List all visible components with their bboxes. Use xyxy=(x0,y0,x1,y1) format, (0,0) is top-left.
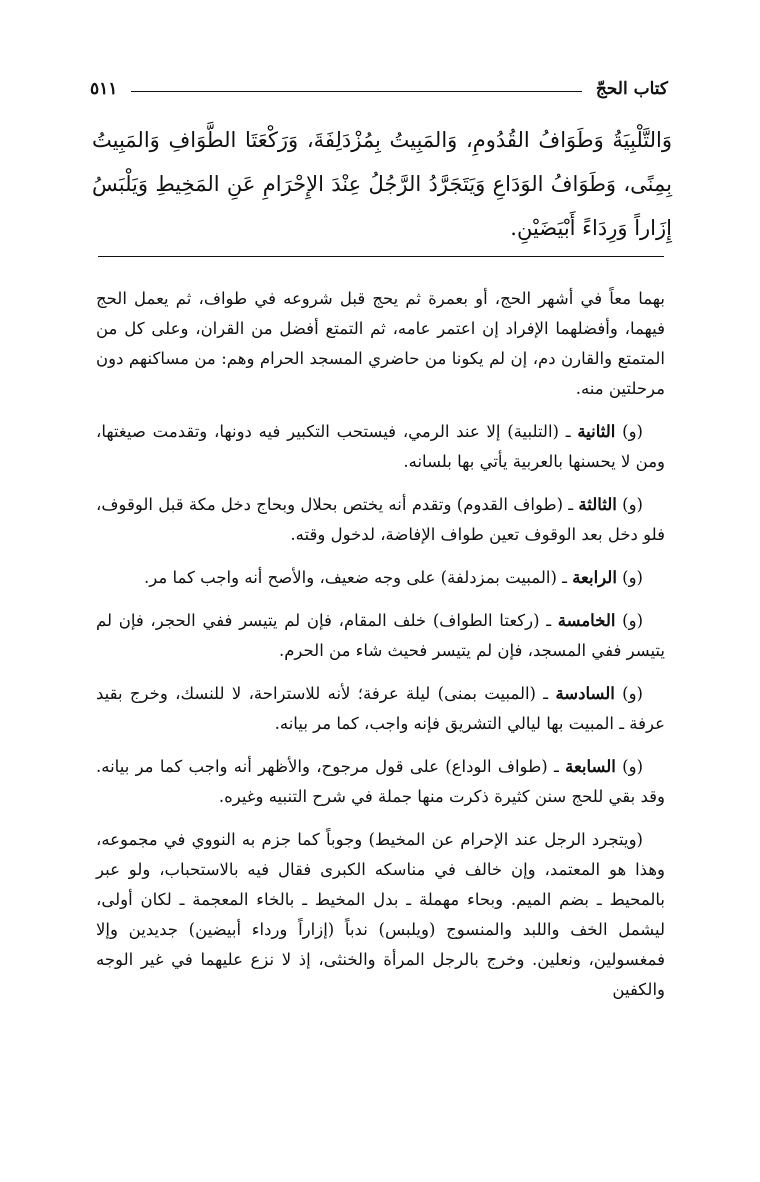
paragraph-text: ـ (طواف القدوم) وتقدم أنه يختص بحلال وبحاج دخل مكة قبل الوقوف، فلو دخل بعد الوقوف تعين طواف الإفاضة، لدخول وقته. xyxy=(96,495,665,544)
paragraph-text: ـ (طواف الوداع) على قول مرجوح، والأظهر أنه واجب كما مر بيانه. وقد بقي للحج سنن كثيرة ذكرت منها جملة في شرح التنبيه وغيره. xyxy=(96,757,665,806)
paragraph-text: ـ (المبيت بمزدلفة) على وجه ضعيف، والأصح أنه واجب كما مر. xyxy=(144,568,573,587)
page-number: ٥١١ xyxy=(90,79,118,99)
commentary-paragraph xyxy=(96,752,665,812)
paragraph-lead: (و) xyxy=(615,757,644,776)
paragraph-lead: (و) xyxy=(616,568,643,587)
section-label: السابعة xyxy=(565,757,616,776)
commentary-paragraph: (ويتجرد الرجل عند الإحرام عن المخيط) وجوباً كما جزم به النووي في مجموعه، وهذا هو المعتمد، وإن خالف في مناسكه الكبرى فقال فيه بالاستحباب، ولو عبر بالمحيط ـ بضم الميم. وبحاء مهملة ـ بدل المخيط ـ بالخاء المعجمة ـ لكان أولى، ليشمل الخف واللبد والمنسوج (ويلبس) ندباً (إزاراً ورداء أبيضين) جديدين وإلا فمغسولين، ونعلين. وخرج بالرجل المرأة والخنثى، إذ لا نزع عليهما في غير الوجه والكفين xyxy=(96,830,665,999)
section-label: السادسة xyxy=(555,684,615,703)
section-label: الرابعة xyxy=(572,568,617,587)
paragraph-lead: (و) xyxy=(615,611,644,630)
paragraph-text: ـ (التلبية) إلا عند الرمي، فيستحب التكبير فيه دونها، وتقدمت صيغتها، ومن لا يحسنها بالعربية يأتي بها بلسانه. xyxy=(96,422,665,471)
paragraph-lead: (و) xyxy=(615,422,643,441)
commentary-paragraph xyxy=(96,417,665,477)
section-label: الخامسة xyxy=(557,611,616,630)
page-header xyxy=(90,74,668,104)
commentary-paragraph xyxy=(96,679,665,739)
section-label: الثانية xyxy=(577,422,616,441)
footnote-separator xyxy=(98,256,664,257)
section-label: الثالثة xyxy=(578,495,617,514)
running-title: كتاب الحجّ xyxy=(595,79,668,99)
paragraph-lead: (و) xyxy=(614,684,643,703)
main-text: وَالتَّلْبِيَةُ وَطَوَافُ القُدُومِ، وَالمَبِيتُ بِمُزْدَلِفَةَ، وَرَكْعَتَا الطَّوَافِ وَالمَبِيتُ بِمِنًى، وَطَوَافُ الوَدَاعِ وَيَتَجَرَّدُ الرَّجُلُ عِنْدَ الإِحْرَامِ عَنِ المَخِيطِ وَيَلْبَسُ إِزَاراً وَرِدَاءً أَبْيَضَيْنِ. xyxy=(92,128,672,240)
paragraph-lead: (و) xyxy=(616,495,643,514)
commentary xyxy=(96,284,665,1018)
commentary-paragraph: بهما معاً في أشهر الحج، أو بعمرة ثم يحج قبل شروعه في طواف، ثم يعمل الحج فيهما، وأفضلهما الإفراد إن اعتمر عامه، ثم التمتع أفضل من القران، وعلى كل من المتمتع والقارن دم، إن لم يكونا من حاضري المسجد الحرام وهم: من مساكنهم دون مرحلتين منه. xyxy=(96,289,665,398)
header-rule xyxy=(131,91,581,92)
paragraph-text: ـ (ركعتا الطواف) خلف المقام، فإن لم يتيسر ففي الحجر، فإن لم يتيسر ففي المسجد، فإن لم يتيسر فحيث شاء من الحرم. xyxy=(96,611,665,660)
paragraph-text: ـ (المبيت بمنى) ليلة عرفة؛ لأنه للاستراحة، لا للنسك، وخرج بقيد عرفة ـ المبيت بها ليالي التشريق فإنه واجب، كما مر بيانه. xyxy=(96,684,665,733)
commentary-paragraph xyxy=(96,490,665,550)
commentary-paragraph xyxy=(96,606,665,666)
commentary-paragraph xyxy=(96,563,665,593)
